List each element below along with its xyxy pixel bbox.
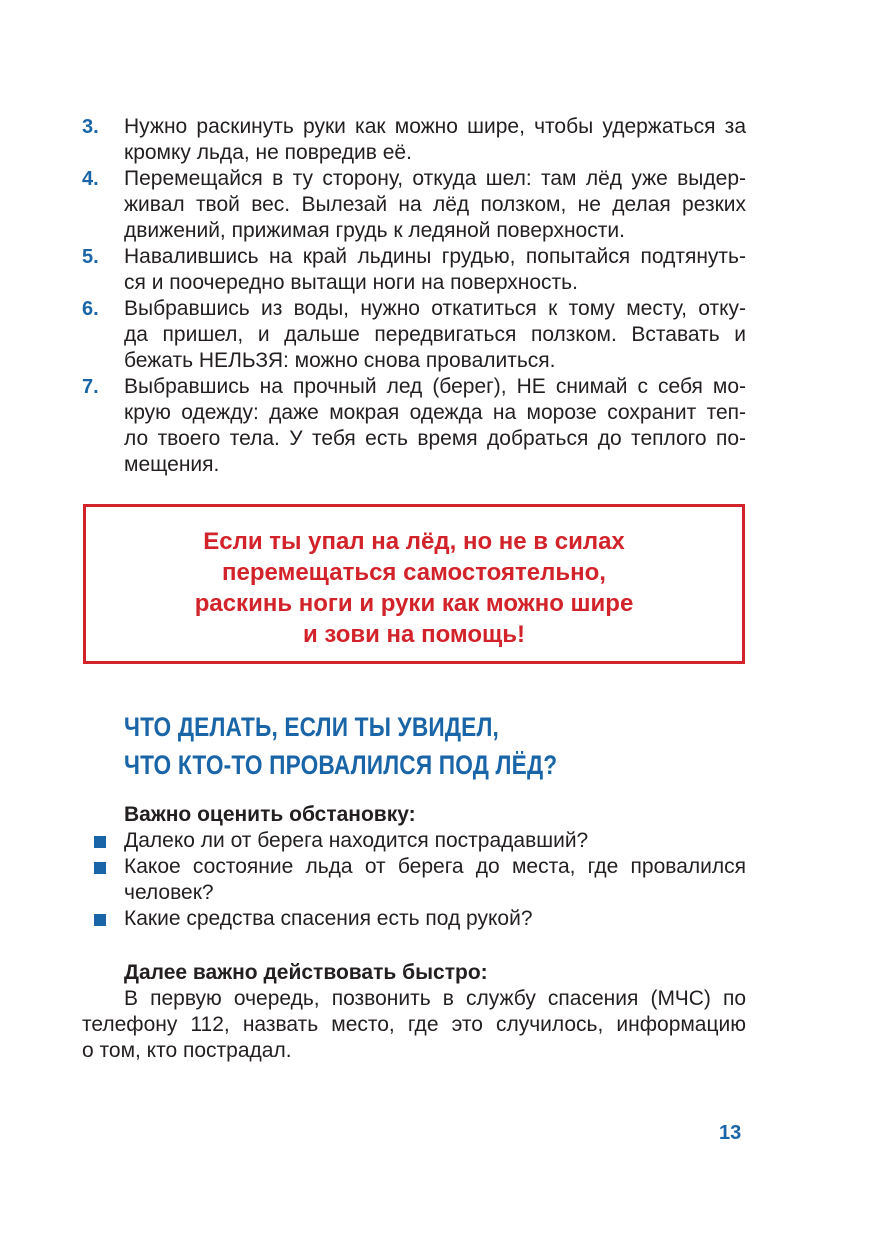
- list-item-line: да пришел, и дальше передвигаться ползком. Вставать и: [124, 323, 746, 346]
- bullet-line: Какие средства спасения есть под рукой?: [124, 907, 533, 930]
- bullet-line: человек?: [124, 881, 214, 904]
- act-title: Далее важно действовать быстро:: [124, 961, 488, 984]
- list-item-line: Навалившись на край льдины грудью, попытайся подтянуть-: [124, 245, 746, 268]
- list-item: [82, 828, 746, 854]
- list-item: [82, 166, 746, 244]
- act-paragraph: [82, 986, 746, 1064]
- list-item: [82, 906, 746, 932]
- warning-line: раскинь ноги и руки как можно шире: [194, 590, 634, 617]
- paragraph-line: В первую очередь, позвонить в службу спасения (МЧС) по: [124, 987, 746, 1010]
- list-item: [82, 244, 746, 296]
- square-bullet-icon: [94, 862, 106, 874]
- heading-line: ЧТО КТО-ТО ПРОВАЛИЛСЯ ПОД ЛЁД?: [124, 750, 558, 780]
- paragraph-line: о том, кто пострадал.: [82, 1039, 292, 1062]
- heading-line: ЧТО ДЕЛАТЬ, ЕСЛИ ТЫ УВИДЕЛ,: [124, 712, 500, 742]
- list-item-line: Выбравшись на прочный лед (берег), НЕ снимай с себя мо-: [124, 375, 746, 398]
- list-item-line: ло твоего тела. У тебя есть время добраться до теплого по-: [124, 427, 746, 450]
- warning-line: перемещаться самостоятельно,: [222, 559, 606, 586]
- assess-title: Важно оценить обстановку:: [124, 803, 416, 826]
- bullet-line: Какое состояние льда от берега до места, где провалился: [124, 855, 746, 878]
- list-item-line: движений, прижимая грудь к ледяной поверхности.: [124, 219, 625, 242]
- square-bullet-icon: [94, 914, 106, 926]
- numbered-list: [82, 114, 746, 478]
- list-item-line: кромку льда, не повредив её.: [124, 141, 412, 164]
- section-heading: [124, 708, 640, 784]
- list-item-number: 7.: [82, 376, 99, 398]
- list-item-number: 3.: [82, 116, 99, 138]
- list-item-line: Нужно раскинуть руки как можно шире, чтобы удержаться за: [124, 115, 746, 138]
- list-item: [82, 114, 746, 166]
- warning-box: [83, 504, 745, 664]
- list-item-line: бежать НЕЛЬЗЯ: можно снова провалиться.: [124, 349, 556, 372]
- square-bullet-icon: [94, 836, 106, 848]
- list-item-line: Выбравшись из воды, нужно откатиться к тому месту, отку-: [124, 297, 746, 320]
- warning-text: [86, 526, 742, 650]
- bullet-list: [82, 828, 746, 932]
- warning-line: Если ты упал на лёд, но не в силах: [203, 528, 625, 555]
- list-item-line: Перемещайся в ту сторону, откуда шел: там лёд уже выдер-: [124, 167, 746, 190]
- bullet-line: Далеко ли от берега находится пострадавший?: [124, 829, 589, 852]
- list-item-number: 6.: [82, 298, 99, 320]
- list-item-number: 4.: [82, 168, 99, 190]
- list-item: [82, 374, 746, 478]
- list-item-line: мещения.: [124, 453, 220, 476]
- page-number: 13: [719, 1122, 742, 1144]
- warning-line: и зови на помощь!: [302, 621, 526, 648]
- list-item-line: ся и поочередно вытащи ноги на поверхность.: [124, 271, 578, 294]
- list-item-line: живал твой вес. Вылезай на лёд ползком, не делая резких: [124, 193, 746, 216]
- list-item-line: крую одежду: даже мокрая одежда на морозе сохранит теп-: [124, 401, 746, 424]
- list-item: [82, 296, 746, 374]
- paragraph-line: телефону 112, назвать место, где это случилось, информацию: [82, 1013, 746, 1036]
- list-item: [82, 854, 746, 906]
- list-item-number: 5.: [82, 246, 99, 268]
